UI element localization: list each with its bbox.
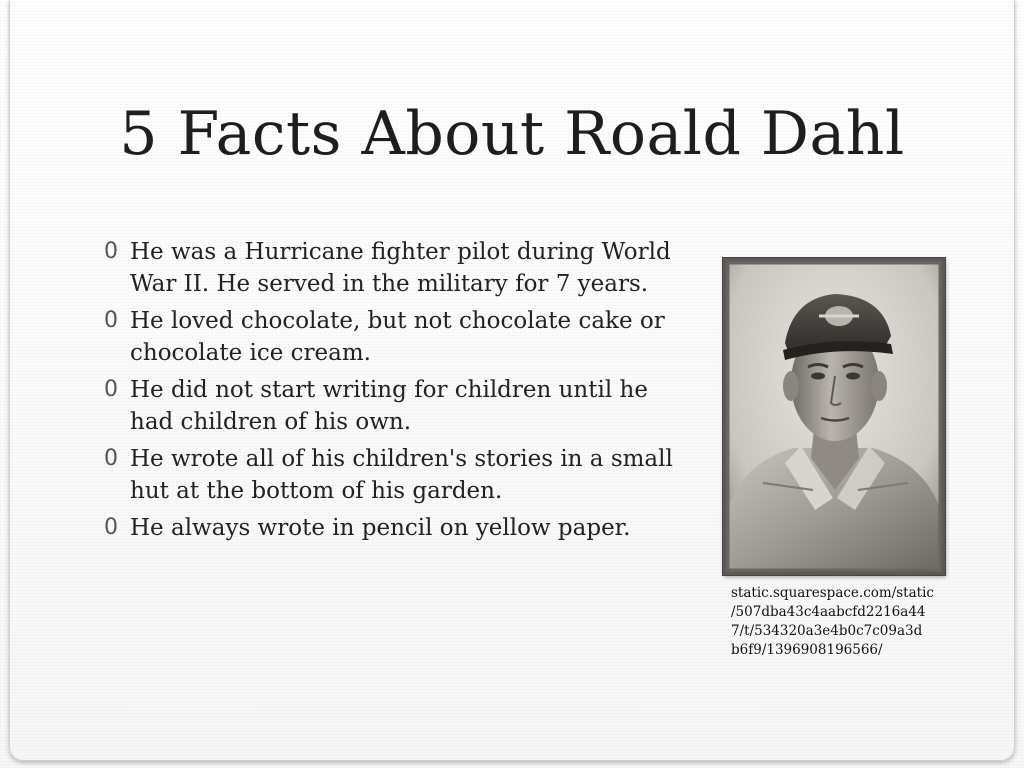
fact-item [104,236,700,300]
fact-text-line: He wrote all of his children's stories in a small [130,446,673,472]
caption-line: b6f9/1396908196566/ [731,642,883,658]
fact-item [104,305,700,369]
bullet-marker: 0 [104,308,118,333]
fact-item [104,443,700,507]
fact-item [104,512,700,544]
bullet-marker: 0 [104,446,118,471]
caption-line: static.squarespace.com/static [731,585,934,601]
bullet-marker: 0 [104,377,118,402]
fact-text-line: He always wrote in pencil on yellow paper. [130,515,631,541]
fact-text-line: War II. He served in the military for 7 years. [130,271,649,297]
fact-text-line: He loved chocolate, but not chocolate cake or [130,308,665,334]
slide-title: 5 Facts About Roald Dahl [119,99,905,169]
fact-list [104,236,700,549]
fact-item [104,374,700,438]
fact-text-line: hut at the bottom of his garden. [130,478,503,504]
fact-text-line: had children of his own. [130,409,412,435]
portrait-photo [723,258,945,575]
fact-text-line: chocolate ice cream. [130,340,371,366]
caption-line: /507dba43c4aabcfd2216a44 [731,604,926,620]
fact-text-line: He was a Hurricane fighter pilot during World [130,239,671,265]
fact-text-line: He did not start writing for children until he [130,377,648,403]
bullet-marker: 0 [104,239,118,264]
image-source-caption [731,584,941,660]
portrait-image [723,258,945,575]
caption-line: 7/t/534320a3e4b0c7c09a3d [731,623,923,639]
bullet-marker: 0 [104,515,118,540]
